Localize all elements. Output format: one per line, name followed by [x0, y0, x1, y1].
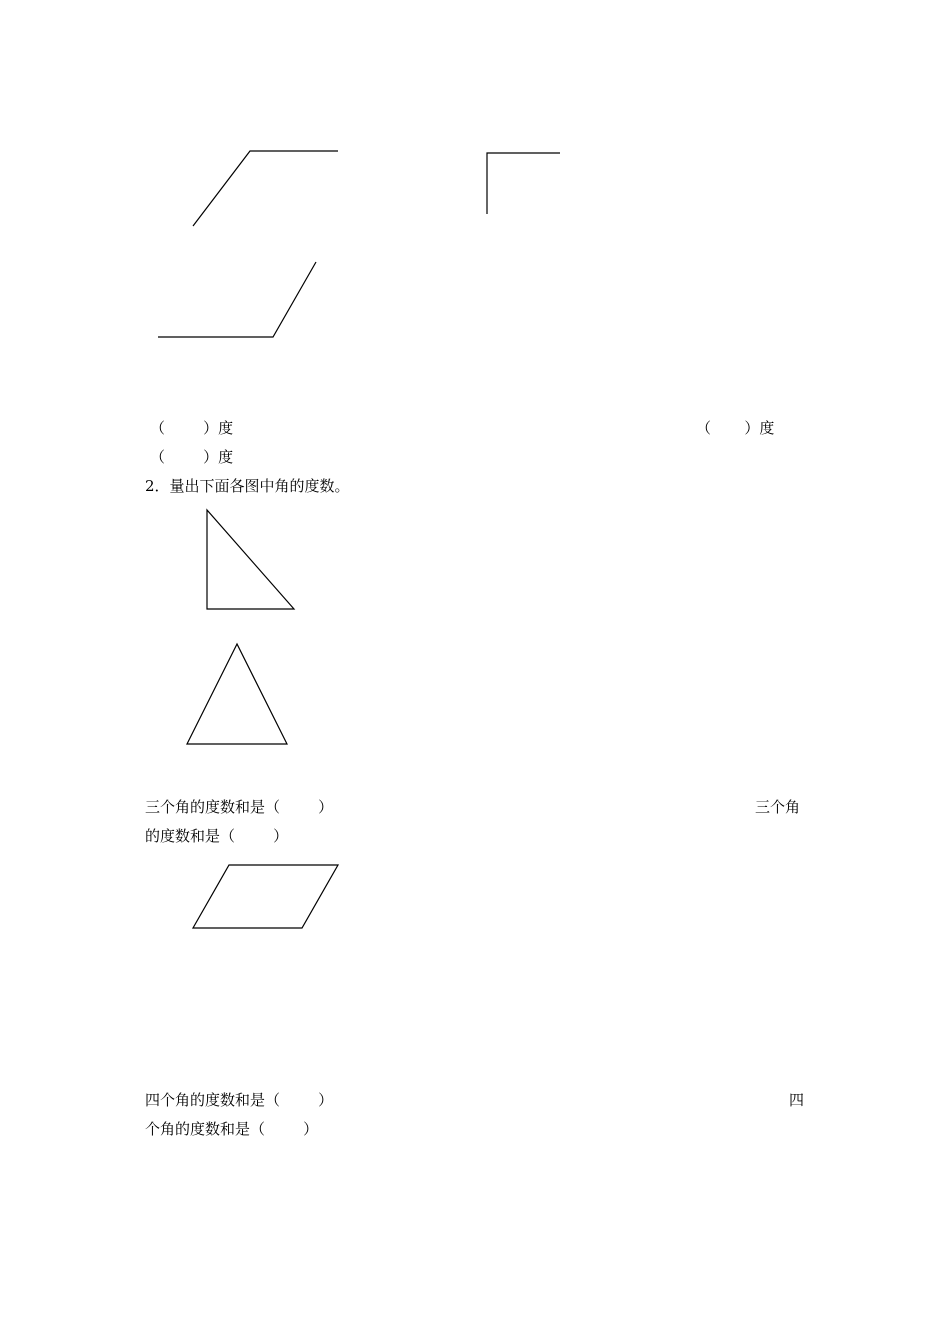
angle-figure-obtuse	[185, 145, 345, 235]
answer-blank-angle-3: （ ）度	[150, 448, 234, 466]
triangle-sum-answer-left: 三个角的度数和是（ ）	[145, 798, 334, 816]
answer-blank-angle-1: （ ）度	[150, 419, 234, 437]
triangle-sum-answer-right-part2: 的度数和是（ ）	[145, 827, 289, 845]
angle-figure-right	[480, 147, 570, 222]
quad-sum-answer-left: 四个角的度数和是（ ）	[145, 1091, 334, 1109]
angle-figure-acute	[150, 255, 325, 345]
question-2-heading: 2．量出下面各图中角的度数。	[145, 477, 350, 495]
right-triangle-figure	[200, 505, 300, 615]
triangle-sum-answer-right-part1: 三个角	[755, 798, 801, 816]
quad-sum-answer-right-part1: 四	[789, 1091, 805, 1109]
quad-sum-answer-right-part2: 个角的度数和是（ ）	[145, 1120, 319, 1138]
isosceles-triangle-figure	[180, 638, 295, 750]
answer-blank-angle-2: （ ）度	[696, 419, 775, 437]
parallelogram-figure	[185, 858, 345, 936]
